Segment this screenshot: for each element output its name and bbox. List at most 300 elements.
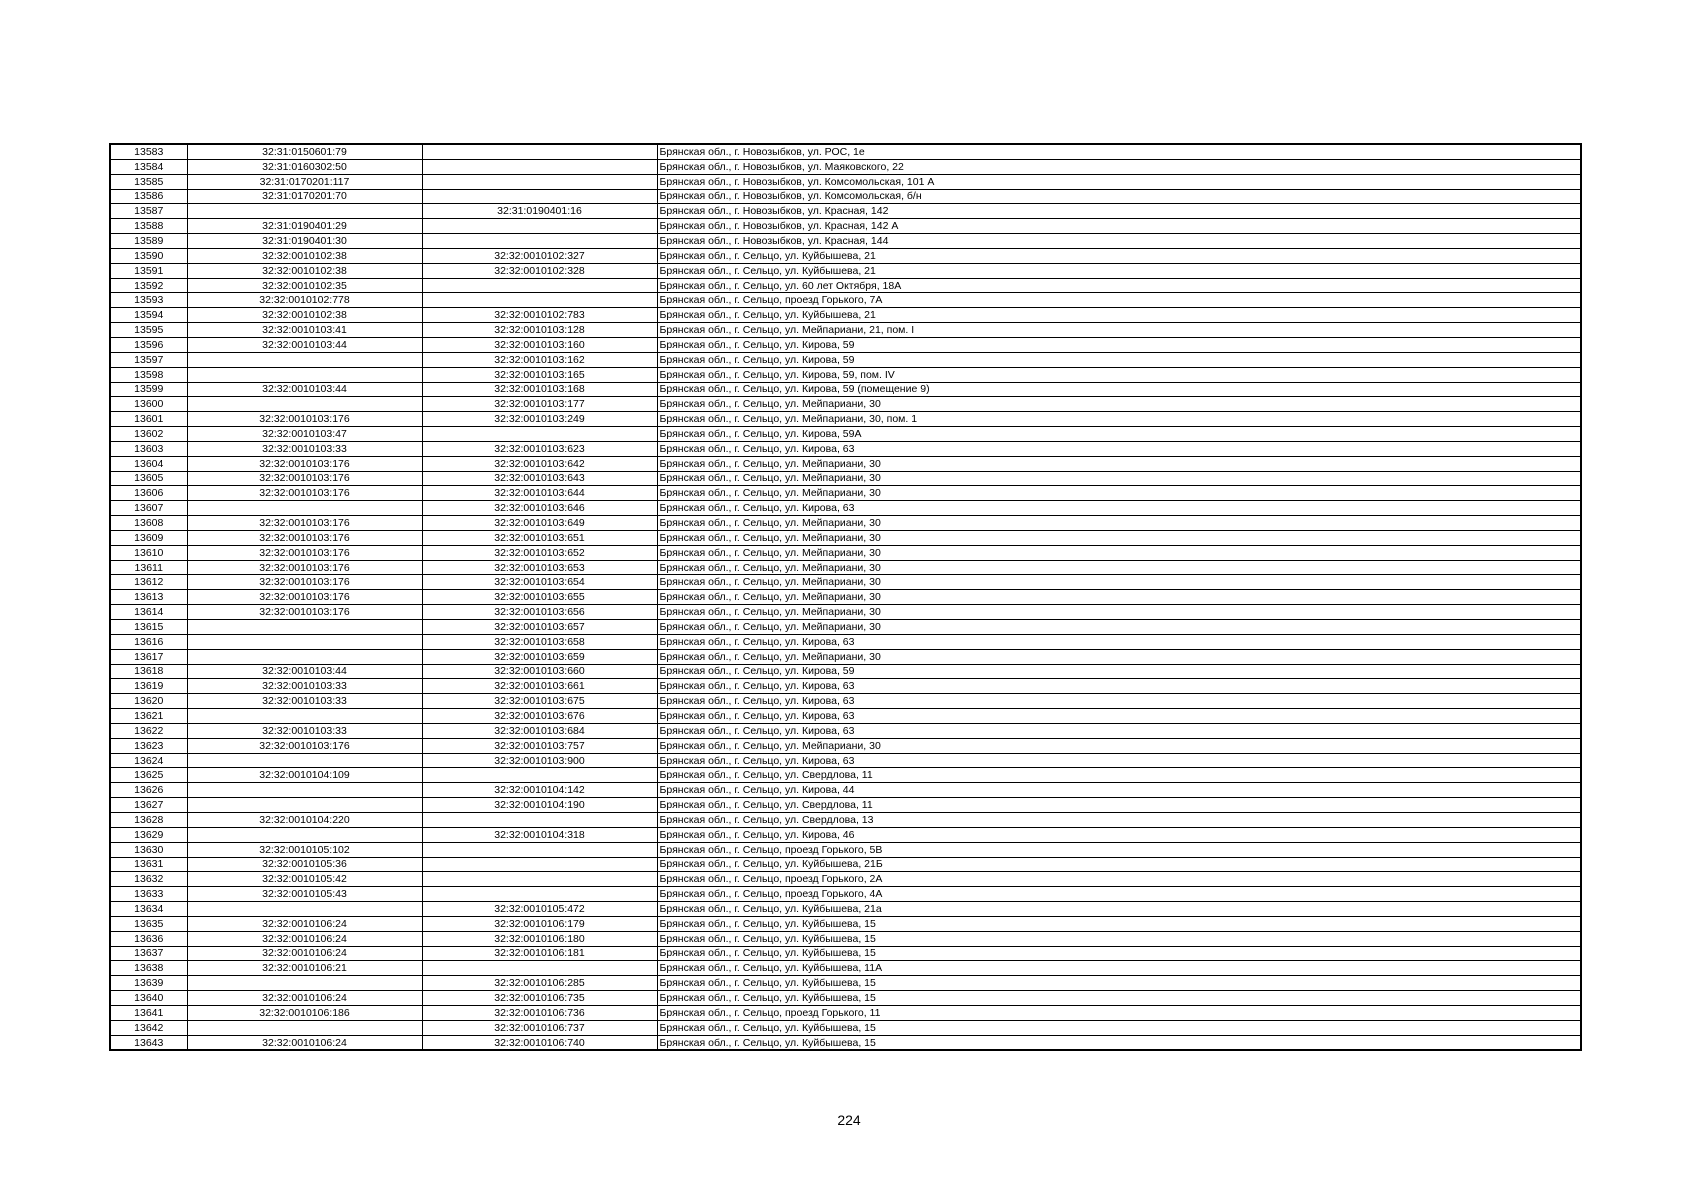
- address-cell: Брянская обл., г. Сельцо, ул. Кирова, 63: [657, 679, 1581, 694]
- table-row: [110, 174, 1581, 189]
- address-cell: Брянская обл., г. Сельцо, ул. Мейпариани, 30: [657, 575, 1581, 590]
- row-number-cell: 13597: [110, 352, 187, 367]
- related-cadastral-number-cell: 32:32:0010103:659: [422, 649, 657, 664]
- table-row: [110, 471, 1581, 486]
- row-number-cell: 13641: [110, 1005, 187, 1020]
- address-cell: Брянская обл., г. Сельцо, ул. Кирова, 63: [657, 441, 1581, 456]
- related-cadastral-number-cell: 32:32:0010103:656: [422, 605, 657, 620]
- table-row: [110, 323, 1581, 338]
- cadastral-number-cell: 32:32:0010105:102: [187, 842, 422, 857]
- cadastral-number-cell: 32:31:0190401:29: [187, 219, 422, 234]
- table-row: [110, 337, 1581, 352]
- row-number-cell: 13593: [110, 293, 187, 308]
- table-row: [110, 516, 1581, 531]
- row-number-cell: 13607: [110, 501, 187, 516]
- cadastral-number-cell: 32:32:0010103:41: [187, 323, 422, 338]
- row-number-cell: 13588: [110, 219, 187, 234]
- related-cadastral-number-cell: 32:32:0010104:142: [422, 783, 657, 798]
- cadastral-number-cell: 32:32:0010103:176: [187, 516, 422, 531]
- cadastral-number-cell: [187, 902, 422, 917]
- related-cadastral-number-cell: [422, 234, 657, 249]
- related-cadastral-number-cell: 32:32:0010106:180: [422, 931, 657, 946]
- cadastral-number-cell: [187, 709, 422, 724]
- address-cell: Брянская обл., г. Сельцо, ул. Куйбышева, 15: [657, 1035, 1581, 1050]
- address-cell: Брянская обл., г. Сельцо, ул. Куйбышева, 15: [657, 976, 1581, 991]
- table-row: [110, 501, 1581, 516]
- table-row: [110, 278, 1581, 293]
- table-row: [110, 679, 1581, 694]
- row-number-cell: 13606: [110, 486, 187, 501]
- table-body: [110, 144, 1581, 1050]
- address-cell: Брянская обл., г. Новозыбков, ул. Красная, 144: [657, 234, 1581, 249]
- table-row: [110, 1005, 1581, 1020]
- cadastral-number-cell: 32:32:0010103:176: [187, 575, 422, 590]
- row-number-cell: 13636: [110, 931, 187, 946]
- address-cell: Брянская обл., г. Сельцо, ул. Мейпариани, 30: [657, 516, 1581, 531]
- row-number-cell: 13643: [110, 1035, 187, 1050]
- related-cadastral-number-cell: [422, 857, 657, 872]
- related-cadastral-number-cell: 32:32:0010106:179: [422, 916, 657, 931]
- row-number-cell: 13616: [110, 634, 187, 649]
- related-cadastral-number-cell: 32:32:0010106:181: [422, 946, 657, 961]
- table-row: [110, 293, 1581, 308]
- related-cadastral-number-cell: [422, 189, 657, 204]
- address-cell: Брянская обл., г. Новозыбков, ул. Красная, 142 А: [657, 219, 1581, 234]
- address-cell: Брянская обл., г. Сельцо, проезд Горького, 5В: [657, 842, 1581, 857]
- cadastral-number-cell: 32:32:0010103:176: [187, 560, 422, 575]
- row-number-cell: 13626: [110, 783, 187, 798]
- row-number-cell: 13632: [110, 872, 187, 887]
- related-cadastral-number-cell: 32:32:0010103:655: [422, 590, 657, 605]
- row-number-cell: 13629: [110, 827, 187, 842]
- table-row: [110, 263, 1581, 278]
- row-number-cell: 13586: [110, 189, 187, 204]
- row-number-cell: 13602: [110, 427, 187, 442]
- related-cadastral-number-cell: 32:32:0010103:128: [422, 323, 657, 338]
- row-number-cell: 13618: [110, 664, 187, 679]
- address-cell: Брянская обл., г. Сельцо, ул. Кирова, 59: [657, 664, 1581, 679]
- related-cadastral-number-cell: 32:32:0010104:190: [422, 798, 657, 813]
- address-cell: Брянская обл., г. Сельцо, ул. Кирова, 44: [657, 783, 1581, 798]
- related-cadastral-number-cell: [422, 219, 657, 234]
- row-number-cell: 13631: [110, 857, 187, 872]
- related-cadastral-number-cell: 32:32:0010103:653: [422, 560, 657, 575]
- related-cadastral-number-cell: 32:32:0010103:160: [422, 337, 657, 352]
- row-number-cell: 13613: [110, 590, 187, 605]
- table-row: [110, 397, 1581, 412]
- table-row: [110, 798, 1581, 813]
- address-cell: Брянская обл., г. Сельцо, ул. Мейпариани, 30: [657, 605, 1581, 620]
- address-cell: Брянская обл., г. Новозыбков, ул. Красная, 142: [657, 204, 1581, 219]
- table-row: [110, 219, 1581, 234]
- address-cell: Брянская обл., г. Сельцо, ул. Кирова, 59, пом. IV: [657, 367, 1581, 382]
- related-cadastral-number-cell: 32:32:0010103:661: [422, 679, 657, 694]
- related-cadastral-number-cell: 32:32:0010103:657: [422, 620, 657, 635]
- address-cell: Брянская обл., г. Сельцо, ул. Кирова, 63: [657, 723, 1581, 738]
- related-cadastral-number-cell: [422, 842, 657, 857]
- address-cell: Брянская обл., г. Сельцо, проезд Горького, 4А: [657, 887, 1581, 902]
- address-cell: Брянская обл., г. Сельцо, ул. Куйбышева, 15: [657, 931, 1581, 946]
- address-cell: Брянская обл., г. Сельцо, ул. Мейпариани, 30: [657, 486, 1581, 501]
- cadastral-number-cell: 32:32:0010103:176: [187, 545, 422, 560]
- related-cadastral-number-cell: 32:32:0010103:162: [422, 352, 657, 367]
- table-row: [110, 204, 1581, 219]
- address-cell: Брянская обл., г. Сельцо, ул. Мейпариани, 30: [657, 620, 1581, 635]
- address-cell: Брянская обл., г. Сельцо, ул. Мейпариани, 30: [657, 530, 1581, 545]
- cadastral-number-cell: 32:32:0010103:33: [187, 694, 422, 709]
- cadastral-number-cell: [187, 649, 422, 664]
- table-row: [110, 412, 1581, 427]
- row-number-cell: 13610: [110, 545, 187, 560]
- cadastral-number-cell: 32:32:0010106:24: [187, 991, 422, 1006]
- address-cell: Брянская обл., г. Сельцо, ул. Мейпариани, 30: [657, 649, 1581, 664]
- table-row: [110, 382, 1581, 397]
- address-cell: Брянская обл., г. Сельцо, ул. Кирова, 59А: [657, 427, 1581, 442]
- related-cadastral-number-cell: 32:32:0010106:285: [422, 976, 657, 991]
- row-number-cell: 13608: [110, 516, 187, 531]
- cadastral-number-cell: 32:32:0010106:24: [187, 931, 422, 946]
- table-row: [110, 827, 1581, 842]
- row-number-cell: 13635: [110, 916, 187, 931]
- related-cadastral-number-cell: 32:32:0010103:642: [422, 456, 657, 471]
- related-cadastral-number-cell: [422, 278, 657, 293]
- row-number-cell: 13622: [110, 723, 187, 738]
- cadastral-number-cell: [187, 204, 422, 219]
- cadastral-number-cell: 32:32:0010103:176: [187, 590, 422, 605]
- address-cell: Брянская обл., г. Сельцо, ул. Мейпариани, 30: [657, 456, 1581, 471]
- address-cell: Брянская обл., г. Сельцо, ул. Кирова, 46: [657, 827, 1581, 842]
- address-cell: Брянская обл., г. Сельцо, ул. Кирова, 63: [657, 694, 1581, 709]
- related-cadastral-number-cell: 32:32:0010103:900: [422, 753, 657, 768]
- row-number-cell: 13609: [110, 530, 187, 545]
- related-cadastral-number-cell: 32:32:0010103:646: [422, 501, 657, 516]
- related-cadastral-number-cell: 32:32:0010103:658: [422, 634, 657, 649]
- address-cell: Брянская обл., г. Сельцо, ул. Кирова, 59: [657, 352, 1581, 367]
- cadastral-number-cell: 32:32:0010102:35: [187, 278, 422, 293]
- table-row: [110, 783, 1581, 798]
- row-number-cell: 13638: [110, 961, 187, 976]
- address-cell: Брянская обл., г. Сельцо, ул. Кирова, 63: [657, 709, 1581, 724]
- cadastral-number-cell: [187, 783, 422, 798]
- cadastral-number-cell: 32:32:0010103:176: [187, 456, 422, 471]
- related-cadastral-number-cell: 32:32:0010103:165: [422, 367, 657, 382]
- row-number-cell: 13625: [110, 768, 187, 783]
- table-row: [110, 575, 1581, 590]
- address-cell: Брянская обл., г. Сельцо, ул. Мейпариани, 30: [657, 471, 1581, 486]
- address-cell: Брянская обл., г. Сельцо, ул. Куйбышева, 21: [657, 308, 1581, 323]
- cadastral-number-cell: 32:31:0160302:50: [187, 159, 422, 174]
- table-row: [110, 234, 1581, 249]
- address-cell: Брянская обл., г. Сельцо, ул. Мейпариани, 30: [657, 545, 1581, 560]
- row-number-cell: 13598: [110, 367, 187, 382]
- row-number-cell: 13601: [110, 412, 187, 427]
- table-row: [110, 590, 1581, 605]
- cadastral-number-cell: 32:32:0010103:33: [187, 723, 422, 738]
- row-number-cell: 13633: [110, 887, 187, 902]
- cadastral-number-cell: [187, 976, 422, 991]
- row-number-cell: 13628: [110, 812, 187, 827]
- cadastral-number-cell: [187, 798, 422, 813]
- address-cell: Брянская обл., г. Сельцо, ул. Свердлова, 13: [657, 812, 1581, 827]
- table-row: [110, 812, 1581, 827]
- related-cadastral-number-cell: 32:32:0010103:168: [422, 382, 657, 397]
- related-cadastral-number-cell: 32:32:0010103:249: [422, 412, 657, 427]
- row-number-cell: 13591: [110, 263, 187, 278]
- table-row: [110, 991, 1581, 1006]
- related-cadastral-number-cell: [422, 144, 657, 159]
- address-cell: Брянская обл., г. Новозыбков, ул. РОС, 1е: [657, 144, 1581, 159]
- row-number-cell: 13623: [110, 738, 187, 753]
- address-cell: Брянская обл., г. Сельцо, ул. Куйбышева, 21Б: [657, 857, 1581, 872]
- cadastral-number-cell: [187, 827, 422, 842]
- address-cell: Брянская обл., г. Сельцо, ул. Куйбышева, 11А: [657, 961, 1581, 976]
- cadastral-number-cell: 32:32:0010103:176: [187, 530, 422, 545]
- cadastral-number-cell: [187, 397, 422, 412]
- table-row: [110, 352, 1581, 367]
- address-cell: Брянская обл., г. Сельцо, ул. Куйбышева, 15: [657, 991, 1581, 1006]
- table-row: [110, 530, 1581, 545]
- table-row: [110, 189, 1581, 204]
- table-row: [110, 427, 1581, 442]
- address-cell: Брянская обл., г. Сельцо, ул. Кирова, 63: [657, 634, 1581, 649]
- row-number-cell: 13596: [110, 337, 187, 352]
- row-number-cell: 13589: [110, 234, 187, 249]
- cadastral-number-cell: 32:31:0170201:117: [187, 174, 422, 189]
- related-cadastral-number-cell: 32:32:0010103:652: [422, 545, 657, 560]
- table-row: [110, 486, 1581, 501]
- related-cadastral-number-cell: [422, 427, 657, 442]
- address-cell: Брянская обл., г. Сельцо, ул. Куйбышева, 15: [657, 1020, 1581, 1035]
- related-cadastral-number-cell: 32:32:0010106:740: [422, 1035, 657, 1050]
- cadastral-number-cell: 32:32:0010102:38: [187, 263, 422, 278]
- cadastral-number-cell: 32:32:0010106:24: [187, 946, 422, 961]
- related-cadastral-number-cell: 32:32:0010103:651: [422, 530, 657, 545]
- related-cadastral-number-cell: 32:32:0010103:675: [422, 694, 657, 709]
- related-cadastral-number-cell: [422, 159, 657, 174]
- related-cadastral-number-cell: 32:32:0010103:177: [422, 397, 657, 412]
- address-cell: Брянская обл., г. Сельцо, ул. Куйбышева, 21: [657, 248, 1581, 263]
- table-row: [110, 753, 1581, 768]
- table-row: [110, 664, 1581, 679]
- cadastral-number-cell: [187, 501, 422, 516]
- cadastral-number-cell: 32:32:0010104:220: [187, 812, 422, 827]
- related-cadastral-number-cell: 32:32:0010102:327: [422, 248, 657, 263]
- row-number-cell: 13634: [110, 902, 187, 917]
- address-cell: Брянская обл., г. Сельцо, ул. Свердлова, 11: [657, 768, 1581, 783]
- table-row: [110, 857, 1581, 872]
- row-number-cell: 13594: [110, 308, 187, 323]
- address-cell: Брянская обл., г. Сельцо, проезд Горького, 2А: [657, 872, 1581, 887]
- address-cell: Брянская обл., г. Сельцо, ул. Куйбышева, 15: [657, 946, 1581, 961]
- table-row: [110, 1020, 1581, 1035]
- address-cell: Брянская обл., г. Сельцо, ул. Куйбышева, 21а: [657, 902, 1581, 917]
- related-cadastral-number-cell: 32:32:0010106:736: [422, 1005, 657, 1020]
- cadastral-number-cell: 32:32:0010103:176: [187, 738, 422, 753]
- cadastral-number-cell: 32:32:0010106:21: [187, 961, 422, 976]
- cadastral-table: [109, 143, 1582, 1051]
- row-number-cell: 13599: [110, 382, 187, 397]
- table-row: [110, 144, 1581, 159]
- row-number-cell: 13627: [110, 798, 187, 813]
- table-row: [110, 887, 1581, 902]
- related-cadastral-number-cell: [422, 961, 657, 976]
- row-number-cell: 13624: [110, 753, 187, 768]
- table-row: [110, 738, 1581, 753]
- table-row: [110, 961, 1581, 976]
- cadastral-number-cell: 32:32:0010105:36: [187, 857, 422, 872]
- address-cell: Брянская обл., г. Новозыбков, ул. Комсомольская, 101 А: [657, 174, 1581, 189]
- table-row: [110, 872, 1581, 887]
- cadastral-number-cell: [187, 1020, 422, 1035]
- address-cell: Брянская обл., г. Сельцо, ул. Мейпариани, 30: [657, 738, 1581, 753]
- related-cadastral-number-cell: 32:32:0010103:757: [422, 738, 657, 753]
- related-cadastral-number-cell: [422, 768, 657, 783]
- table-row: [110, 768, 1581, 783]
- related-cadastral-number-cell: 32:32:0010103:676: [422, 709, 657, 724]
- cadastral-number-cell: 32:32:0010103:176: [187, 471, 422, 486]
- table-row: [110, 916, 1581, 931]
- address-cell: Брянская обл., г. Сельцо, ул. Кирова, 59: [657, 337, 1581, 352]
- row-number-cell: 13583: [110, 144, 187, 159]
- cadastral-number-cell: 32:32:0010106:24: [187, 1035, 422, 1050]
- cadastral-number-cell: [187, 753, 422, 768]
- related-cadastral-number-cell: 32:31:0190401:16: [422, 204, 657, 219]
- table-row: [110, 634, 1581, 649]
- table-row: [110, 694, 1581, 709]
- row-number-cell: 13604: [110, 456, 187, 471]
- table-row: [110, 1035, 1581, 1050]
- table-row: [110, 902, 1581, 917]
- address-cell: Брянская обл., г. Сельцо, ул. Мейпариани, 30: [657, 397, 1581, 412]
- table-row: [110, 159, 1581, 174]
- table-row: [110, 456, 1581, 471]
- table-row: [110, 605, 1581, 620]
- cadastral-number-cell: 32:32:0010103:176: [187, 412, 422, 427]
- row-number-cell: 13620: [110, 694, 187, 709]
- cadastral-number-cell: 32:32:0010106:24: [187, 916, 422, 931]
- related-cadastral-number-cell: 32:32:0010102:783: [422, 308, 657, 323]
- row-number-cell: 13640: [110, 991, 187, 1006]
- table-row: [110, 308, 1581, 323]
- table-row: [110, 560, 1581, 575]
- address-cell: Брянская обл., г. Сельцо, ул. Мейпариани, 21, пом. I: [657, 323, 1581, 338]
- row-number-cell: 13612: [110, 575, 187, 590]
- address-cell: Брянская обл., г. Новозыбков, ул. Маяковского, 22: [657, 159, 1581, 174]
- cadastral-number-cell: 32:31:0170201:70: [187, 189, 422, 204]
- cadastral-number-cell: 32:32:0010103:44: [187, 664, 422, 679]
- row-number-cell: 13600: [110, 397, 187, 412]
- related-cadastral-number-cell: 32:32:0010103:644: [422, 486, 657, 501]
- related-cadastral-number-cell: 32:32:0010103:654: [422, 575, 657, 590]
- row-number-cell: 13621: [110, 709, 187, 724]
- cadastral-number-cell: 32:31:0190401:30: [187, 234, 422, 249]
- row-number-cell: 13619: [110, 679, 187, 694]
- table-row: [110, 842, 1581, 857]
- related-cadastral-number-cell: 32:32:0010104:318: [422, 827, 657, 842]
- cadastral-number-cell: 32:32:0010102:38: [187, 248, 422, 263]
- cadastral-number-cell: 32:32:0010102:778: [187, 293, 422, 308]
- cadastral-number-cell: 32:32:0010103:176: [187, 486, 422, 501]
- row-number-cell: 13642: [110, 1020, 187, 1035]
- cadastral-number-cell: 32:32:0010103:176: [187, 605, 422, 620]
- cadastral-number-cell: [187, 620, 422, 635]
- cadastral-number-cell: 32:32:0010105:43: [187, 887, 422, 902]
- cadastral-number-cell: 32:32:0010106:186: [187, 1005, 422, 1020]
- row-number-cell: 13637: [110, 946, 187, 961]
- related-cadastral-number-cell: [422, 872, 657, 887]
- row-number-cell: 13639: [110, 976, 187, 991]
- table-row: [110, 723, 1581, 738]
- row-number-cell: 13590: [110, 248, 187, 263]
- table-row: [110, 620, 1581, 635]
- address-cell: Брянская обл., г. Сельцо, ул. Кирова, 63: [657, 501, 1581, 516]
- cadastral-number-cell: [187, 367, 422, 382]
- cadastral-number-cell: [187, 352, 422, 367]
- cadastral-number-cell: 32:32:0010103:47: [187, 427, 422, 442]
- row-number-cell: 13615: [110, 620, 187, 635]
- address-cell: Брянская обл., г. Сельцо, проезд Горького, 7А: [657, 293, 1581, 308]
- related-cadastral-number-cell: [422, 174, 657, 189]
- cadastral-number-cell: 32:32:0010103:33: [187, 679, 422, 694]
- address-cell: Брянская обл., г. Сельцо, ул. Куйбышева, 21: [657, 263, 1581, 278]
- related-cadastral-number-cell: 32:32:0010103:643: [422, 471, 657, 486]
- table-row: [110, 649, 1581, 664]
- cadastral-number-cell: 32:32:0010104:109: [187, 768, 422, 783]
- address-cell: Брянская обл., г. Сельцо, ул. 60 лет Октября, 18А: [657, 278, 1581, 293]
- address-cell: Брянская обл., г. Сельцо, ул. Кирова, 63: [657, 753, 1581, 768]
- related-cadastral-number-cell: [422, 293, 657, 308]
- related-cadastral-number-cell: [422, 812, 657, 827]
- row-number-cell: 13595: [110, 323, 187, 338]
- related-cadastral-number-cell: 32:32:0010106:737: [422, 1020, 657, 1035]
- related-cadastral-number-cell: 32:32:0010103:649: [422, 516, 657, 531]
- row-number-cell: 13587: [110, 204, 187, 219]
- table-row: [110, 441, 1581, 456]
- address-cell: Брянская обл., г. Сельцо, ул. Куйбышева, 15: [657, 916, 1581, 931]
- related-cadastral-number-cell: 32:32:0010102:328: [422, 263, 657, 278]
- cadastral-number-cell: 32:32:0010102:38: [187, 308, 422, 323]
- cadastral-number-cell: 32:32:0010103:44: [187, 382, 422, 397]
- table-row: [110, 976, 1581, 991]
- cadastral-number-cell: 32:32:0010103:33: [187, 441, 422, 456]
- table-row: [110, 931, 1581, 946]
- row-number-cell: 13630: [110, 842, 187, 857]
- row-number-cell: 13614: [110, 605, 187, 620]
- related-cadastral-number-cell: 32:32:0010103:660: [422, 664, 657, 679]
- address-cell: Брянская обл., г. Сельцо, ул. Свердлова, 11: [657, 798, 1581, 813]
- table-row: [110, 709, 1581, 724]
- cadastral-number-cell: 32:31:0150601:79: [187, 144, 422, 159]
- row-number-cell: 13605: [110, 471, 187, 486]
- address-cell: Брянская обл., г. Сельцо, ул. Кирова, 59 (помещение 9): [657, 382, 1581, 397]
- address-cell: Брянская обл., г. Сельцо, проезд Горького, 11: [657, 1005, 1581, 1020]
- related-cadastral-number-cell: 32:32:0010106:735: [422, 991, 657, 1006]
- cadastral-number-cell: [187, 634, 422, 649]
- address-cell: Брянская обл., г. Сельцо, ул. Мейпариани, 30: [657, 560, 1581, 575]
- cadastral-number-cell: 32:32:0010103:44: [187, 337, 422, 352]
- row-number-cell: 13603: [110, 441, 187, 456]
- related-cadastral-number-cell: 32:32:0010105:472: [422, 902, 657, 917]
- row-number-cell: 13611: [110, 560, 187, 575]
- table-row: [110, 545, 1581, 560]
- related-cadastral-number-cell: [422, 887, 657, 902]
- address-cell: Брянская обл., г. Сельцо, ул. Мейпариани, 30: [657, 590, 1581, 605]
- row-number-cell: 13585: [110, 174, 187, 189]
- table-row: [110, 946, 1581, 961]
- table-row: [110, 367, 1581, 382]
- address-cell: Брянская обл., г. Новозыбков, ул. Комсомольская, б/н: [657, 189, 1581, 204]
- table-row: [110, 248, 1581, 263]
